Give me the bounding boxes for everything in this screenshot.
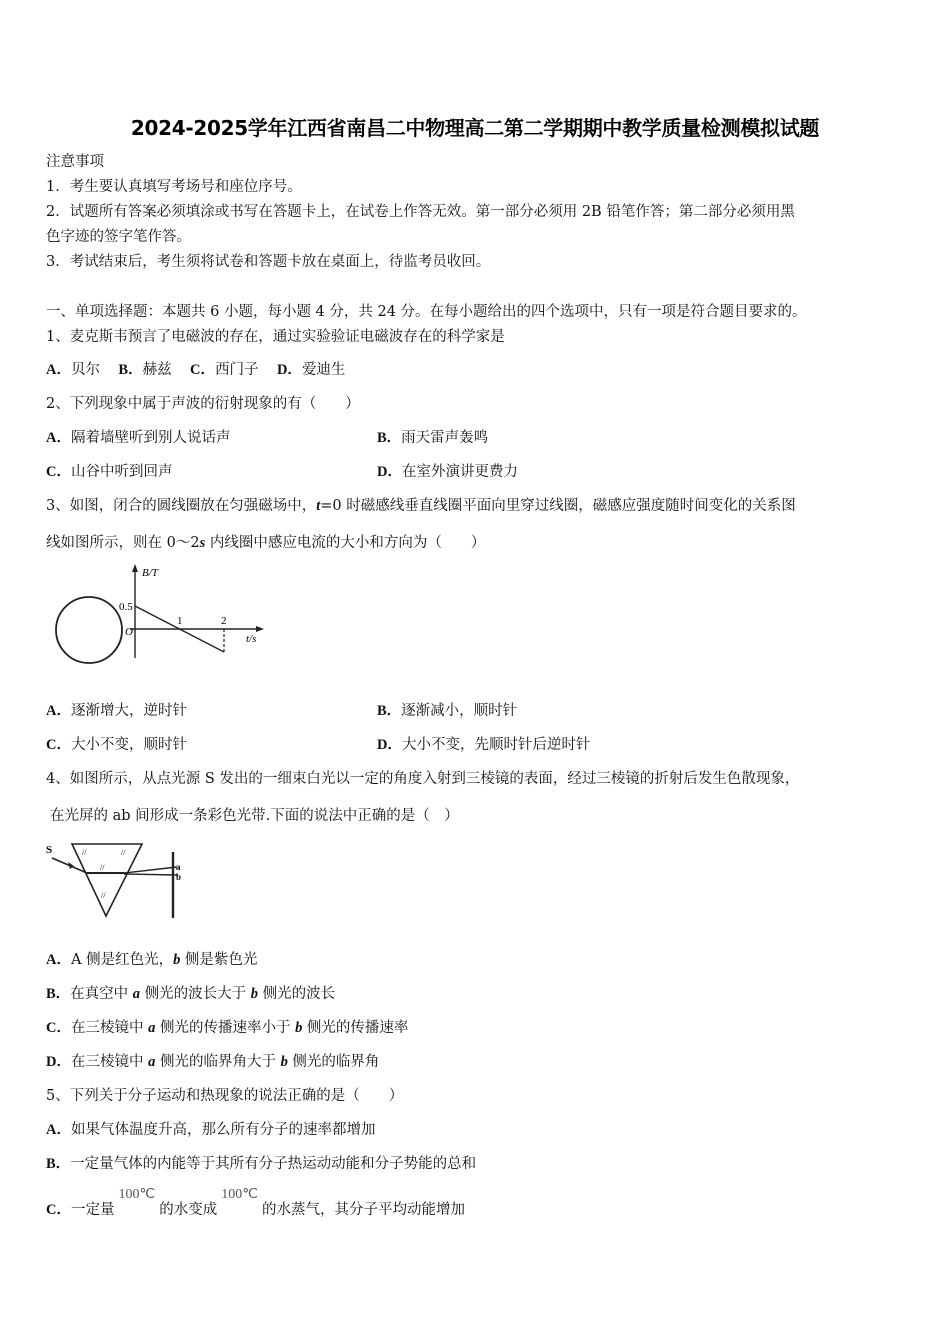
q4-option-b-text: 在真空中: [70, 986, 133, 1002]
q5-option-b-text: 一定量气体的内能等于其所有分子热运动动能和分子势能的总和: [70, 1156, 477, 1172]
q4-option-c-text: 在三棱镜中: [70, 1020, 149, 1036]
y-axis-label: B/T: [142, 567, 158, 579]
q3-stem-line1: [46, 496, 796, 516]
q2-option-d: [377, 462, 518, 482]
q2-option-d-label: D．: [377, 464, 402, 480]
page-title: 2024-2025学年江西省南昌二中物理高二第二学期期中教学质量检测模拟试题: [130, 116, 820, 140]
b-t-graph: [46, 562, 276, 672]
notice-item-2: 2．试题所有答案必须填涂或书写在答题卡上，在试卷上作答无效。第一部分必须用 2B 铅笔作答；第二部分必须用黑: [46, 204, 795, 220]
q4-var-b: b: [280, 1054, 288, 1070]
q4-option-c-label: C．: [46, 1020, 71, 1036]
source-label: S: [46, 844, 53, 856]
q2-stem: 2、下列现象中属于声波的衍射现象的有（ ）: [46, 396, 360, 412]
notice-item-3: 3．考试结束后，考生须将试卷和答题卡放在桌面上，待监考员收回。: [46, 254, 491, 270]
q5-option-b-label: B．: [46, 1156, 71, 1172]
svg-text://: //: [101, 891, 106, 900]
q3-stem-line2: [46, 533, 485, 553]
q2-option-c-text: 山谷中听到回声: [70, 464, 173, 480]
q3-stem-text: 内线圈中感应电流的大小和方向为（ ）: [205, 535, 486, 551]
q1-option-b-label: B．: [118, 362, 143, 378]
q4-option-d-text: 侧光的临界角大于: [155, 1054, 281, 1070]
q4-var-b: b: [250, 986, 258, 1002]
origin-label: O: [125, 626, 133, 638]
x-tick-1: 1: [177, 615, 183, 627]
q3-option-d-label: D．: [377, 737, 402, 753]
q5-option-b: [46, 1154, 476, 1174]
q4-option-d: [46, 1052, 379, 1072]
section-heading: 一、单项选择题：本题共 6 小题，每小题 4 分，共 24 分。在每小题给出的四个选项中，只有一项是符合题目要求的。: [46, 304, 807, 320]
q3-stem-text: 线如图所示，则在 0～2: [46, 535, 200, 551]
q1-option-a-label: A．: [46, 362, 71, 378]
svg-text://: //: [121, 848, 126, 857]
q4-stem-line1: 4、如图所示，从点光源 S 发出的一细束白光以一定的角度入射到三棱镜的表面，经过三棱镜的折射后发生色散现象，: [46, 771, 800, 787]
q4-option-a-text: A 侧是红色光，: [70, 952, 174, 968]
q4-option-a-label: A．: [46, 952, 71, 968]
q2-option-b: [377, 428, 488, 448]
q4-option-b: [46, 984, 335, 1004]
q2-option-c-label: C．: [46, 464, 71, 480]
q4-option-d-text: 在三棱镜中: [70, 1054, 149, 1070]
q5-option-a-text: 如果气体温度升高，那么所有分子的速率都增加: [70, 1122, 376, 1138]
svg-text://: //: [100, 863, 105, 872]
q2-option-b-text: 雨天雷声轰鸣: [401, 430, 489, 446]
q4-option-d-label: D．: [46, 1054, 71, 1070]
q4-var-a: a: [148, 1020, 156, 1036]
q4-option-d-text: 侧光的临界角: [287, 1054, 380, 1070]
q5-option-c: [46, 1187, 465, 1221]
prism-diagram: [44, 838, 189, 923]
q1-option-c-text: 西门子: [215, 362, 259, 378]
screen-label-b: b: [176, 872, 182, 882]
q4-figure: [44, 838, 189, 923]
q3-option-d: [377, 735, 590, 755]
svg-text://: //: [82, 848, 87, 857]
coil-circle: [56, 597, 122, 663]
temperature-value: 100℃: [118, 1187, 156, 1202]
q3-option-b-text: 逐渐减小，顺时针: [401, 703, 518, 719]
q3-option-a: [46, 701, 187, 721]
q4-var-a: a: [132, 986, 141, 1002]
q2-option-d-text: 在室外演讲更费力: [401, 464, 518, 480]
q3-option-d-text: 大小不变，先顺时针后逆时针: [401, 737, 591, 753]
q5-option-a-label: A．: [46, 1122, 71, 1138]
q1-option-d-label: D．: [276, 362, 302, 378]
q3-stem-text: =0 时磁感线垂直线圈平面向里穿过线圈，磁感应强度随时间变化的关系图: [320, 498, 796, 514]
x-tick-2: 2: [221, 615, 227, 627]
q1-option-b-text: 赫兹: [142, 362, 172, 378]
q3-option-b: [377, 701, 517, 721]
q4-option-a-text: 侧是紫色光: [180, 952, 258, 968]
q2-option-b-label: B．: [377, 430, 402, 446]
q5-option-c-text: 的水蒸气，其分子平均动能增加: [261, 1202, 465, 1218]
screen-label-a: a: [176, 862, 181, 872]
q3-option-c-text: 大小不变，顺时针: [70, 737, 187, 753]
q3-option-a-text: 逐渐增大，逆时针: [70, 703, 187, 719]
q4-option-a: [46, 950, 257, 970]
q4-var-b: b: [295, 1020, 303, 1036]
q3-var-s: s: [199, 535, 206, 551]
q5-option-c-label: C．: [46, 1202, 71, 1218]
q2-option-a: [46, 428, 230, 448]
q4-var-b: b: [173, 952, 181, 968]
q1-stem: 1、麦克斯韦预言了电磁波的存在，通过实验验证电磁波存在的科学家是: [46, 329, 505, 345]
q4-option-b-text: 侧光的波长: [258, 986, 336, 1002]
q3-figure: [46, 562, 276, 672]
q4-option-b-text: 侧光的波长大于: [140, 986, 251, 1002]
q1-options: [46, 360, 345, 380]
q2-option-c: [46, 462, 172, 482]
q1-option-d-text: 爱迪生: [301, 362, 346, 378]
q3-stem-text: 3、如图，闭合的圆线圈放在匀强磁场中，: [46, 498, 317, 514]
q2-option-a-label: A．: [46, 430, 71, 446]
q5-stem: 5、下列关于分子运动和热现象的说法正确的是（ ）: [46, 1088, 404, 1104]
q3-option-c: [46, 735, 187, 755]
q4-option-c-text: 侧光的传播速率: [302, 1020, 409, 1036]
q3-option-b-label: B．: [377, 703, 402, 719]
x-axis-label: t/s: [246, 633, 257, 645]
q4-option-c-text: 侧光的传播速率小于: [155, 1020, 296, 1036]
q4-stem-line2: 在光屏的 ab 间形成一条彩色光带.下面的说法中正确的是（ ）: [50, 808, 459, 824]
q3-var-t: t: [316, 498, 321, 514]
q5-option-c-text: 的水变成: [159, 1202, 218, 1218]
q2-option-a-text: 隔着墙壁听到别人说话声: [70, 430, 231, 446]
q4-option-b-label: B．: [46, 986, 71, 1002]
temperature-value: 100℃: [221, 1187, 258, 1202]
q3-option-c-label: C．: [46, 737, 71, 753]
q1-option-a-text: 贝尔: [70, 362, 100, 378]
q4-var-a: a: [148, 1054, 156, 1070]
notice-item-2-cont: 色字迹的签字笔作答。: [46, 229, 191, 245]
q4-option-c: [46, 1018, 408, 1038]
q1-option-c-label: C．: [190, 362, 216, 378]
notice-heading: 注意事项: [46, 154, 104, 170]
notice-item-1: 1．考生要认真填写考场号和座位序号。: [46, 179, 302, 195]
y-tick-label: 0.5: [119, 601, 133, 613]
q5-option-c-text: 一定量: [70, 1202, 115, 1218]
q5-option-a: [46, 1120, 375, 1140]
q3-option-a-label: A．: [46, 703, 71, 719]
